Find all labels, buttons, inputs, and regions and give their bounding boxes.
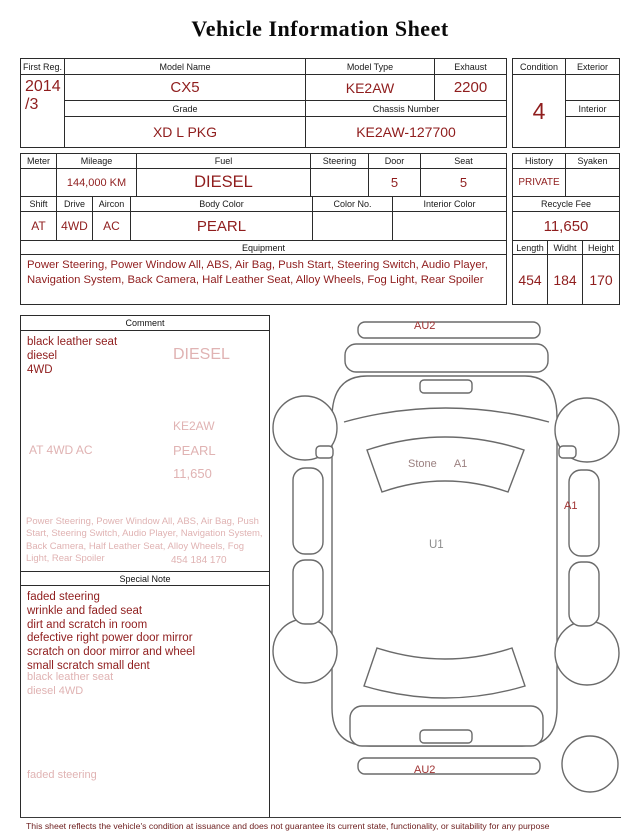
diagram-roof-damage-code: U1 [429, 539, 444, 551]
fuel-label: Fuel [137, 154, 311, 169]
comment-line: black leather seat [27, 336, 118, 348]
special-note-line: dirt and scratch in room [27, 618, 148, 631]
ghost-comment2-text: diesel 4WD [27, 685, 84, 697]
first-reg-label: First Reg. [21, 59, 65, 75]
condition-value: 4 [513, 75, 566, 147]
diagram-top-damage-code: AU2 [414, 320, 436, 332]
spare-wheel-shape [562, 736, 618, 792]
comment-label: Comment [21, 316, 269, 331]
ghost-dimensions-text: 454 184 170 [171, 555, 227, 566]
special-note-label: Special Note [21, 571, 269, 586]
color-no-label: Color No. [313, 197, 393, 212]
steering-label: Steering [311, 154, 369, 169]
diagram-right-damage-code: A1 [564, 500, 578, 512]
history-label: History [513, 154, 566, 169]
height-label: Height [583, 241, 619, 255]
first-reg-year: 2014 [25, 78, 61, 95]
interior-color-label: Interior Color [393, 197, 506, 212]
history-value: PRIVATE [513, 169, 566, 197]
steering-value-empty [311, 169, 369, 197]
door-label: Door [369, 154, 421, 169]
identity-table [20, 58, 507, 148]
equipment-label: Equipment [21, 241, 506, 255]
height-value: 170 [589, 271, 613, 288]
door-value: 5 [369, 169, 421, 197]
grade-label: Grade [65, 101, 306, 117]
ghost-equipment-text: Power Steering, Power Window All, ABS, Air Bag, Push Start, Steering Switch, Audio Player, Navigation System, Back Camera, Half Leather Seat, Alloy Wheels, Fog Light, Rear Spoiler [26, 516, 263, 565]
chassis-number-value: KE2AW-127700 [356, 124, 456, 140]
front-plate-shape [420, 380, 472, 393]
shift-value: AT [21, 212, 57, 241]
page-title: Vehicle Information Sheet [191, 16, 449, 41]
rear-strip-shape [358, 758, 540, 774]
exterior-value-empty [566, 75, 619, 101]
comment-body [21, 331, 269, 571]
chassis-number-label: Chassis Number [306, 101, 506, 117]
rear-plate-shape [420, 730, 472, 743]
aircon-value: AC [93, 212, 131, 241]
right-front-door-shape [569, 470, 599, 556]
model-name-value: CX5 [65, 75, 306, 101]
length-label: Length [513, 241, 548, 255]
left-mirror-shape [316, 446, 333, 458]
comment-line: diesel [27, 349, 58, 362]
ghost-shift-text: AT 4WD AC [29, 443, 93, 457]
recycle-fee-label: Recycle Fee [513, 197, 619, 212]
exterior-label: Exterior [566, 59, 619, 75]
comment-box [20, 315, 270, 818]
recycle-fee-value: 11,650 [513, 212, 619, 241]
special-note-line: scratch on door mirror and wheel [27, 646, 196, 659]
mileage-value: 144,000 KM [57, 169, 137, 197]
mileage-label: Mileage [57, 154, 137, 169]
ghost-fee-text: 11,650 [173, 466, 212, 481]
ghost-note1-text: faded steering [27, 769, 97, 781]
front-bumper-shape [345, 344, 548, 372]
length-value: 454 [513, 255, 548, 304]
special-note-line: wrinkle and faded seat [27, 604, 143, 617]
interior-value-empty [566, 117, 619, 147]
special-note-line: faded steering [27, 591, 100, 603]
ghost-fuel-text: DIESEL [173, 346, 230, 363]
wheel-rear-right-icon [555, 621, 619, 685]
meter-label: Meter [21, 154, 57, 169]
special-note-body [21, 586, 269, 818]
comment-line: 4WD [27, 363, 53, 376]
ghost-model-text: KE2AW [173, 419, 215, 433]
body-color-label: Body Color [131, 197, 313, 212]
left-rear-door-shape [293, 560, 323, 624]
condition-table [512, 58, 620, 148]
exhaust-label: Exhaust [435, 59, 506, 75]
diagram-windshield-damage [408, 458, 467, 470]
right-rear-door-shape [569, 562, 599, 626]
seat-label: Seat [421, 154, 506, 169]
history-fee-table [512, 153, 620, 305]
right-mirror-shape [559, 446, 576, 458]
drive-value: 4WD [57, 212, 93, 241]
interior-label: Interior [566, 101, 619, 117]
disclaimer-text: This sheet reflects the vehicle's condition at issuance and does not guarantee its current state, functionality, or suitability for any purpose [20, 817, 621, 831]
left-front-door-shape [293, 468, 323, 554]
diagram-bottom-damage-code: AU2 [414, 764, 436, 776]
exhaust-value: 2200 [435, 75, 506, 101]
drive-label: Drive [57, 197, 93, 212]
comment-lines [21, 331, 269, 382]
aircon-label: Aircon [93, 197, 131, 212]
interior-color-value-empty [393, 212, 506, 241]
seat-value: 5 [421, 169, 506, 197]
shift-label: Shift [21, 197, 57, 212]
model-name-label: Model Name [65, 59, 306, 75]
first-reg-value [21, 75, 65, 147]
wheel-rear-left-icon [273, 619, 337, 683]
meter-value-empty [21, 169, 57, 197]
fuel-value: DIESEL [137, 169, 311, 197]
equipment-value: Power Steering, Power Window All, ABS, Air Bag, Push Start, Steering Switch, Audio Player, Navigation System, Back Camera, Half Leather Seat, Alloy Wheels, Fog Light, Rear Spoiler [27, 259, 488, 286]
first-reg-month: /3 [25, 95, 39, 113]
width-label: Widht [548, 241, 583, 255]
condition-label: Condition [513, 59, 566, 75]
special-note-line: small scratch small dent [27, 659, 150, 672]
spec-table [20, 153, 507, 305]
car-diagram [272, 318, 620, 815]
syaken-label: Syaken [566, 154, 619, 169]
front-strip-shape [358, 322, 540, 338]
ghost-color-text: PEARL [173, 443, 216, 458]
model-type-label: Model Type [306, 59, 435, 75]
stone-damage-code: A1 [453, 458, 468, 470]
color-no-value-empty [313, 212, 393, 241]
width-value: 184 [548, 255, 583, 304]
special-note-line: defective right power door mirror [27, 632, 193, 645]
special-note-lines [21, 586, 269, 679]
ghost-comment1-text: black leather seat [27, 671, 114, 683]
stone-damage-label: Stone [408, 458, 437, 470]
model-type-value: KE2AW [306, 75, 435, 101]
grade-value: XD L PKG [65, 117, 306, 147]
syaken-value-empty [566, 169, 619, 197]
body-color-value: PEARL [131, 212, 313, 241]
